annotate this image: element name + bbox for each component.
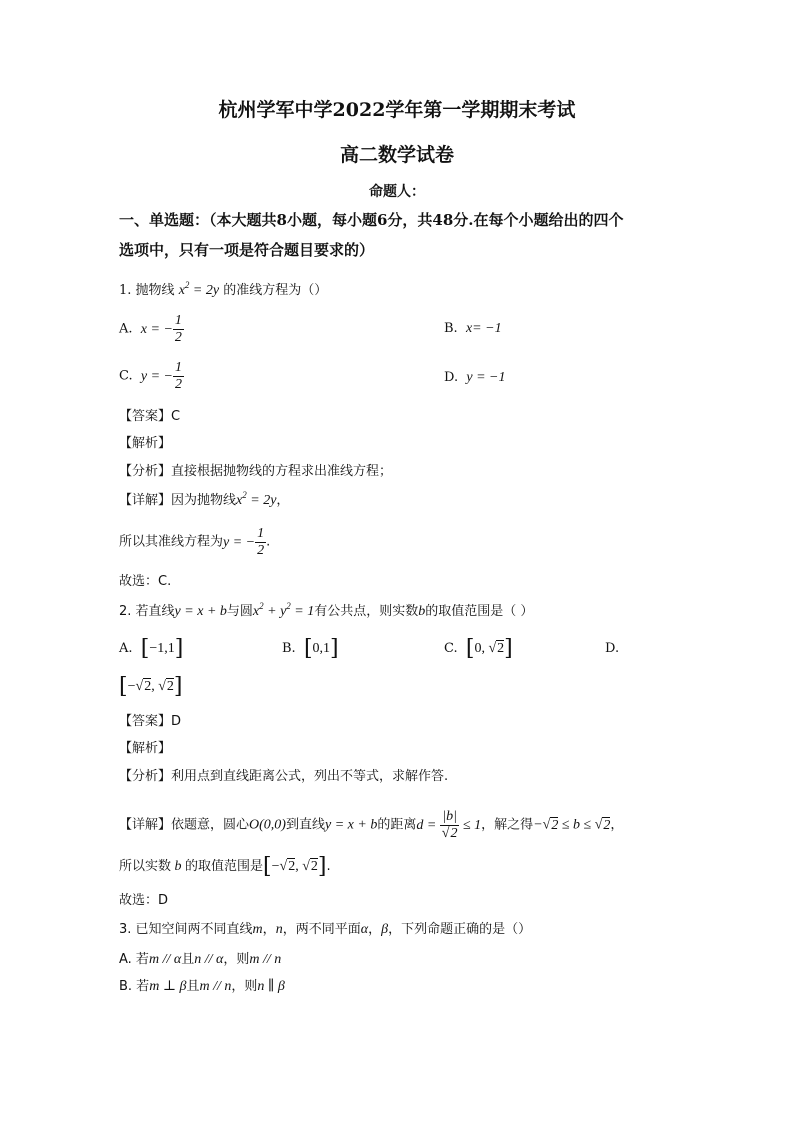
author-line: 命题人： — [369, 184, 425, 200]
q1-option-a[interactable] — [119, 313, 184, 346]
q1-option-c-label: C. — [119, 368, 133, 384]
q1-fenxi: 【分析】直接根据抛物线的方程求出准线方程； — [119, 464, 393, 479]
section-heading-line2: 选项中，只有一项是符合题目要求的） — [119, 241, 375, 259]
exam-title: 杭州学军中学2022学年第一学期期末考试 — [218, 99, 576, 121]
q1-prefix: 1. 抛物线 — [119, 283, 175, 298]
q1-suffix: 的准线方程为（） — [223, 283, 328, 298]
q1-directrix-line — [119, 526, 270, 559]
q1-xiangjie-prefix: 【详解】因为抛物线 — [119, 493, 237, 508]
q2-line-eq: y = x + b — [174, 604, 227, 619]
q1-line2-prefix: 所以其准线方程为 — [119, 534, 224, 550]
q2-range-line — [119, 854, 331, 879]
q3-option-a-mid1: 且 — [181, 952, 195, 967]
q2-xiangjie-prefix: 【详解】依题意，圆心 — [119, 817, 250, 833]
q2-option-c-math: [0, √2] — [465, 636, 513, 661]
q3-option-b-math2: m // n — [199, 979, 232, 994]
q2-option-a[interactable] — [119, 636, 184, 661]
q1-option-d[interactable] — [444, 369, 505, 387]
q2-option-a-math: [−1,1] — [140, 636, 184, 661]
q2-jiexi: 【解析】 — [119, 741, 172, 756]
q3-option-a-math1: m // α — [148, 952, 182, 967]
q2-option-c-label: C. — [444, 641, 458, 656]
q2-option-c[interactable] — [444, 636, 513, 661]
q2-circle-eq: $x^2 + y^2 = 1$ — [252, 601, 315, 619]
q2-xiangjie-suffix: ， — [610, 817, 624, 833]
q2-mid1: 与圆 — [226, 604, 253, 619]
question-2-stem — [119, 603, 533, 621]
q2-line2-suffix: . — [326, 859, 331, 874]
q2-var-b: b — [418, 604, 426, 619]
q2-xiangjie — [119, 809, 623, 842]
q3-option-a[interactable] — [119, 951, 281, 969]
q3-lines: m — [252, 922, 263, 937]
q2-mid2: 有公共点，则实数 — [314, 604, 419, 619]
question-3-stem: 3. 已知空间两不同直线m，n，两不同平面α，β，下列命题正确的是（） — [119, 922, 532, 937]
q3-option-b-mid1: 且 — [186, 979, 200, 994]
q2-option-d-math: [−√2, √2] — [119, 674, 183, 699]
q3-line-n: n — [275, 922, 283, 937]
q1-xiangjie-math: $x^2 = 2y$ — [236, 490, 277, 508]
q1-guxuan: 故选：C. — [119, 574, 172, 589]
q1-option-c-math: y = − $\frac{1}{2}$ — [140, 360, 183, 392]
q3-option-a-mid2: ，则 — [223, 952, 250, 967]
q2-line2-var: b — [171, 859, 186, 874]
q2-line2-mid: 的取值范围是 — [185, 859, 264, 874]
q3-option-a-math2: n // α — [194, 952, 224, 967]
q3-prefix: 3. 已知空间两不同直线 — [119, 922, 253, 937]
q2-line2-prefix: 所以实数 — [119, 859, 172, 874]
section-heading-line1: 一、单选题：（本大题共8小题，每小题6分，共48分.在每个小题给出的四个 — [119, 211, 624, 229]
q1-option-c[interactable] — [119, 360, 184, 393]
question-1-stem — [119, 282, 327, 300]
q2-option-b-math: [0,1] — [303, 636, 339, 661]
q2-xiangjie-mid2: 的距离 — [377, 817, 417, 833]
q1-option-d-label: D. — [444, 370, 459, 385]
q2-answer: 【答案】D — [119, 714, 182, 729]
q2-solution: −√2 ≤ b ≤ √2 — [533, 817, 611, 833]
q3-option-b[interactable] — [119, 978, 285, 996]
q3-mid1: ，两不同平面 — [282, 922, 361, 937]
q1-xiangjie-suffix: ， — [276, 493, 290, 508]
q1-option-d-math: y = −1 — [466, 370, 506, 385]
q2-guxuan: 故选：D — [119, 893, 169, 908]
q2-option-b[interactable] — [282, 636, 339, 661]
q2-xiangjie-line: y = x + b — [324, 817, 378, 833]
q2-line2-math: [−√2, √2] — [263, 854, 327, 879]
q2-option-b-label: B. — [282, 641, 296, 656]
q2-xiangjie-mid1: 到直线 — [285, 817, 325, 833]
q2-prefix: 2. 若直线 — [119, 604, 175, 619]
q1-line2-suffix: . — [266, 534, 271, 550]
q3-option-b-math3: n ∥ β — [257, 979, 285, 994]
exam-subtitle: 高二数学试卷 — [339, 144, 454, 166]
q1-line2-math: y = − $\frac{1}{2}$ — [223, 526, 265, 558]
q2-center: O(0,0) — [249, 817, 286, 833]
q3-option-a-math3: m // n — [249, 952, 282, 967]
q2-fenxi: 【分析】利用点到直线距离公式，列出不等式，求解作答. — [119, 769, 449, 784]
q1-equation: $x^2 = 2y$ — [178, 280, 220, 298]
q2-option-a-label: A. — [119, 641, 133, 656]
q1-option-a-label: A. — [119, 321, 133, 337]
q2-suffix: 的取值范围是（ ） — [425, 604, 534, 619]
q3-option-b-math1: m ⊥ β — [149, 979, 187, 994]
q3-planes: α — [360, 922, 369, 937]
q1-option-b-math: x= −1 — [465, 321, 502, 336]
q1-answer: 【答案】C — [119, 409, 181, 424]
q1-option-b[interactable] — [444, 320, 502, 338]
q2-option-d-label: D. — [605, 641, 620, 656]
q3-suffix: ，下列命题正确的是（） — [388, 922, 532, 937]
q2-option-d[interactable] — [605, 640, 619, 658]
q3-option-b-mid2: ，则 — [231, 979, 258, 994]
q2-distance: d = $\frac{|b|}{√2}$ ≤ 1 — [416, 809, 482, 841]
q2-xiangjie-mid3: ，解之得 — [481, 817, 534, 833]
q1-option-b-label: B. — [444, 321, 458, 336]
q1-xiangjie — [119, 492, 289, 510]
q1-jiexi: 【解析】 — [119, 436, 172, 451]
q3-plane-beta: β — [381, 922, 389, 937]
q2-option-d-value[interactable] — [119, 674, 183, 699]
q3-option-a-prefix: A. 若 — [119, 952, 149, 967]
q1-option-a-math: x = − $\frac{1}{2}$ — [140, 313, 182, 345]
q3-option-b-prefix: B. 若 — [119, 979, 150, 994]
